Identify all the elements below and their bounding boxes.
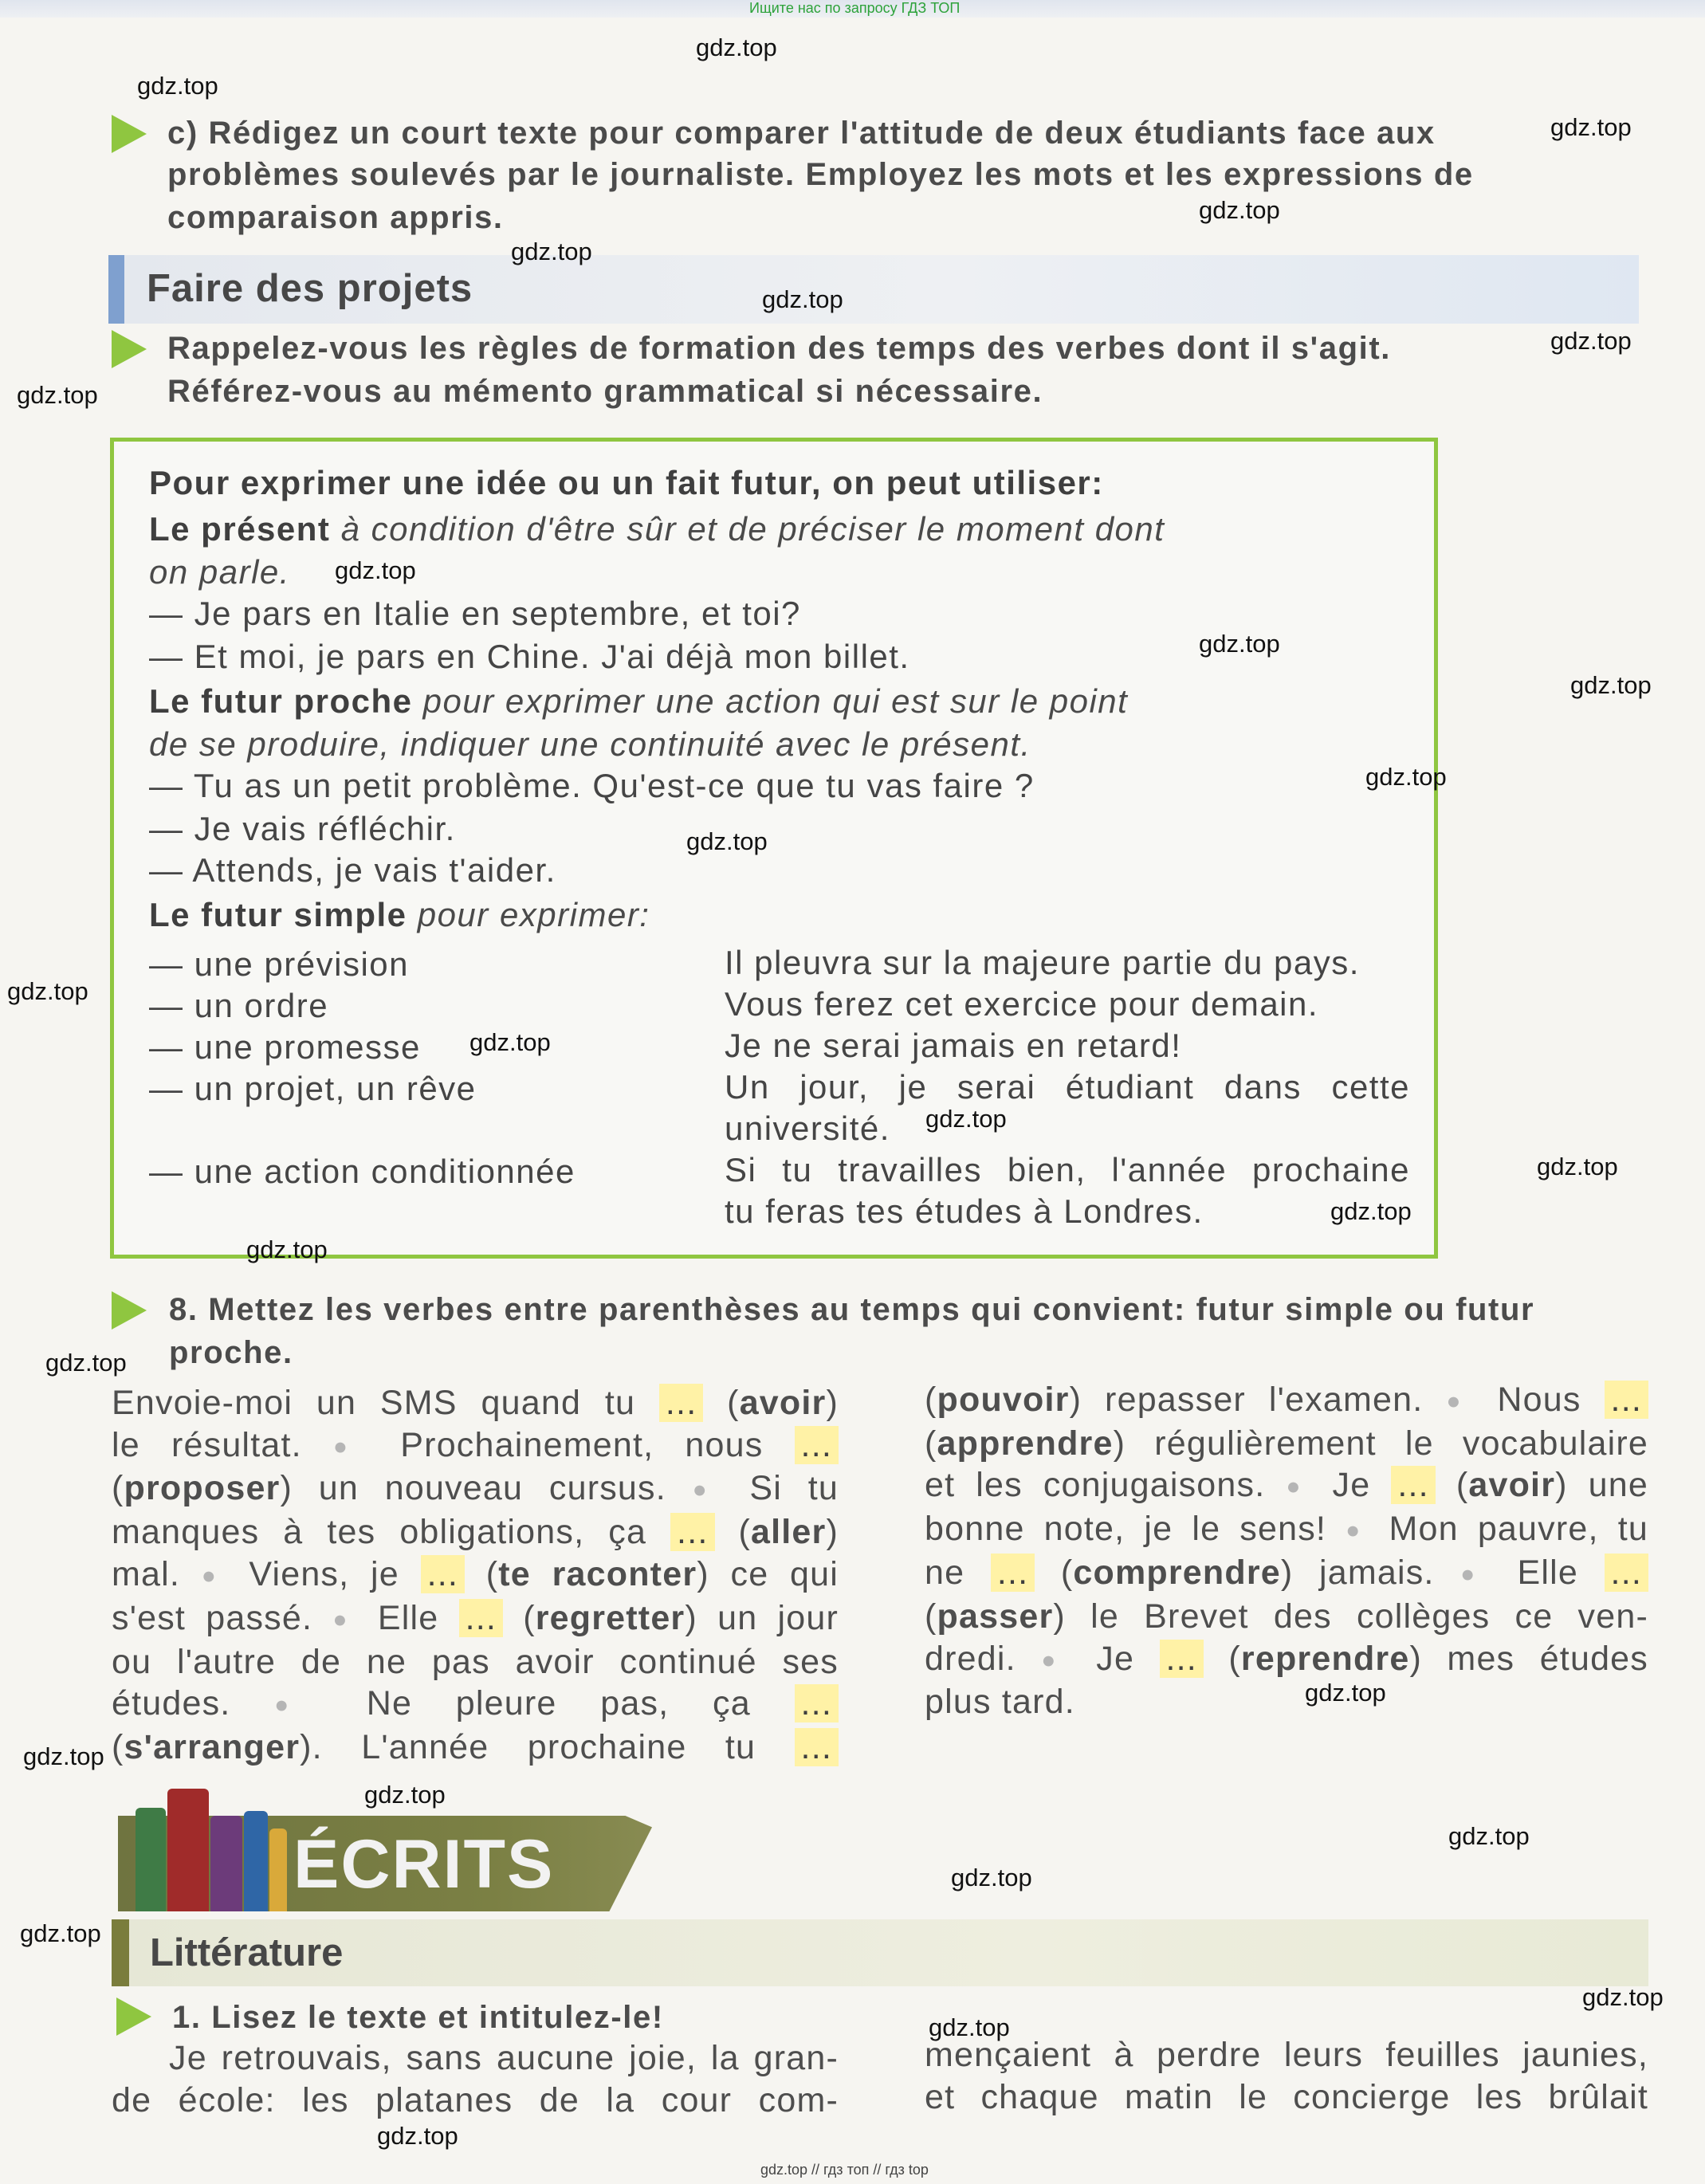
example-condition-2: tu feras tes études à Londres. [725, 1192, 1204, 1230]
lit-accent [112, 1919, 129, 1986]
ecrits-title: ÉCRITS [293, 1826, 555, 1903]
rappel-line1: Rappelez-vous les règles de formation des temps des verbes dont il s'agit. [167, 331, 1391, 366]
example-ordre: Vous ferez cet exercice pour demain. [725, 985, 1319, 1023]
example-condition: Si tu travailles bien, l'année prochaine [725, 1151, 1410, 1188]
watermark-text: gdz.top [246, 1235, 328, 1263]
watermark-text: gdz.top [1582, 1983, 1664, 2011]
section-bar-projets [108, 255, 1639, 324]
ex1-arrow-icon [116, 1997, 151, 2036]
box-intro: Pour exprimer une idée ou un fait futur, on peut utiliser: [149, 464, 1104, 501]
task-c-line3: comparaison appris. [167, 200, 504, 235]
ex1-right-column [925, 2034, 1648, 2118]
watermark-text: gdz.top [1199, 630, 1280, 658]
watermark-text: gdz.top [925, 1105, 1007, 1133]
watermark-text: gdz.top [1305, 1679, 1386, 1707]
watermark-text: gdz.top [335, 556, 416, 584]
watermark-text: gdz.top [45, 1349, 127, 1377]
use-prevision: — une prévision [149, 945, 409, 983]
book-yellow [269, 1829, 287, 1911]
use-condition: — une action conditionnée [149, 1153, 576, 1190]
blank-9[interactable]: ... [1391, 1466, 1435, 1504]
section-accent [108, 255, 124, 324]
example-prevision: Il pleuvra sur la majeure partie du pays. [725, 944, 1360, 981]
ex8-line1: 8. Mettez les verbes entre parenthèses au temps qui convient: futur simple ou futur [169, 1292, 1535, 1327]
blank-5[interactable]: ... [459, 1599, 503, 1637]
ex8-left-column: Envoie-moi un SMS quand tu ... (avoir) le résultat. ● Prochainement, nous ... (proposer) un nouveau cursus. ● Si tu manques à tes obligations, ça ... (aller) mal. ● Viens, je ... (te raconter) ce qui s'est passé. ● Elle ... (regretter) un jour ou l'autre de ne pas avoir continué ses études. ● Ne pleure pas, ça ... (s'arranger). L'année prochaine tu ... [112, 1384, 839, 1766]
watermark-text: gdz.top [469, 1028, 551, 1056]
section-bar-litterature [112, 1919, 1648, 1986]
ex8-right-column: (pouvoir) repasser l'examen. ● Nous ... (apprendre) régulièrement le vocabulaire et les conjugaisons. ● Je ... (avoir) une bonne note, je le sens! ● Mon pauvre, tu ne ... (comprendre) jamais. ● Elle ... (passer) le Brevet des collèges ce ven- dredi. ● Je ... (reprendre) mes études plus tard. [925, 1381, 1649, 1722]
task-arrow-icon [112, 115, 147, 153]
watermark-text: gdz.top [23, 1742, 104, 1770]
rappel-line2: Référez-vous au mémento grammatical si nécessaire. [167, 374, 1043, 409]
watermark-text: gdz.top [7, 977, 88, 1005]
ex1-instruction: 1. Lisez le texte et intitulez-le! [172, 2000, 664, 2035]
example-projet: Un jour, je serai étudiant dans cette [725, 1068, 1410, 1106]
proche-example-1: — Tu as un petit problème. Qu'est-ce que tu vas faire ? [149, 767, 1035, 804]
watermark-text: gdz.top [377, 2122, 458, 2150]
present-example-1: — Je pars en Italie en septembre, et toi? [149, 595, 801, 632]
example-projet-2: université. [725, 1110, 890, 1147]
ex1-left-line1: Je retrouvais, sans aucune joie, la gran- [169, 2039, 839, 2077]
watermark-text: gdz.top [1550, 327, 1632, 355]
use-promesse: — une promesse [149, 1028, 421, 1066]
present-example-2: — Et moi, je pars en Chine. J'ai déjà mon billet. [149, 638, 910, 675]
simple-desc: Le futur simple pour exprimer: [149, 896, 650, 933]
watermark-text: gdz.top [1365, 763, 1447, 791]
task-c-line2: problèmes soulevés par le journaliste. Employez les mots et les expressions de [167, 157, 1474, 192]
blank-4[interactable]: ... [421, 1555, 465, 1593]
lit-title: Littérature [150, 1931, 344, 1974]
blank-6[interactable]: ... [795, 1684, 839, 1722]
watermark-text: gdz.top [364, 1781, 446, 1809]
use-projet: — un projet, un rêve [149, 1070, 477, 1107]
watermark-text: gdz.top [1550, 113, 1632, 141]
footer-links[interactable]: gdz.top // гдз топ // гдз top [760, 2162, 929, 2178]
rappel-arrow-icon [112, 330, 147, 368]
blank-3[interactable]: ... [670, 1513, 714, 1551]
grammar-box [110, 438, 1438, 1259]
watermark-text: gdz.top [1330, 1197, 1412, 1225]
blank-10[interactable]: ... [991, 1554, 1035, 1592]
book-red [167, 1789, 209, 1911]
watermark-text: gdz.top [1570, 671, 1652, 699]
watermark-text: gdz.top [1448, 1822, 1530, 1850]
watermark-text: gdz.top [20, 1919, 101, 1947]
ex1-left-line2: de école: les platanes de la cour com- [112, 2080, 839, 2119]
book-purple [210, 1816, 242, 1911]
use-ordre: — un ordre [149, 987, 329, 1024]
ex1-right-line2: et chaque matin le concierge les brûlait [925, 2077, 1648, 2116]
watermark-text: gdz.top [696, 33, 777, 61]
watermark-text: gdz.top [686, 827, 768, 855]
watermark-text: gdz.top [929, 2013, 1010, 2041]
watermark-text: gdz.top [1199, 196, 1280, 224]
ex8-arrow-icon [112, 1291, 147, 1330]
watermark-text: gdz.top [951, 1864, 1032, 1891]
section-title: Faire des projets [147, 267, 473, 310]
watermark-text: gdz.top [17, 381, 98, 409]
watermark-text: gdz.top [1537, 1153, 1618, 1180]
watermark-text: gdz.top [137, 72, 218, 100]
blank-2[interactable]: ... [795, 1426, 839, 1464]
task-c-line1: c) Rédigez un court texte pour comparer l'attitude de deux étudiants face aux [167, 116, 1436, 151]
present-desc: Le présent à condition d'être sûr et de préciser le moment dont [149, 510, 1165, 548]
blank-1[interactable]: ... [659, 1384, 703, 1422]
books-icon [131, 1785, 290, 1911]
book-blue [244, 1811, 268, 1911]
ex8-line2: proche. [169, 1335, 293, 1370]
ex1-left-column [112, 2037, 839, 2121]
ex1-right-line1: mençaient à perdre leurs feuilles jaunies, [925, 2036, 1648, 2074]
book-green [136, 1808, 166, 1911]
blank-12[interactable]: ... [1160, 1640, 1204, 1678]
proche-example-3: — Attends, je vais t'aider. [149, 851, 556, 889]
watermark-text: gdz.top [511, 238, 592, 265]
proche-desc: Le futur proche pour exprimer une action qui est sur le point [149, 682, 1129, 720]
proche-example-2: — Je vais réfléchir. [149, 810, 456, 847]
top-notice[interactable]: Ищите нас по запросу ГДЗ ТОП [749, 0, 961, 16]
blank-7[interactable]: ... [795, 1728, 839, 1766]
watermark-text: gdz.top [762, 285, 843, 313]
proche-desc2: de se produire, indiquer une continuité avec le présent. [149, 725, 1031, 763]
blank-11[interactable]: ... [1605, 1554, 1648, 1592]
example-promesse: Je ne serai jamais en retard! [725, 1027, 1182, 1064]
present-desc2: on parle. [149, 553, 290, 591]
blank-8[interactable]: ... [1605, 1381, 1648, 1419]
